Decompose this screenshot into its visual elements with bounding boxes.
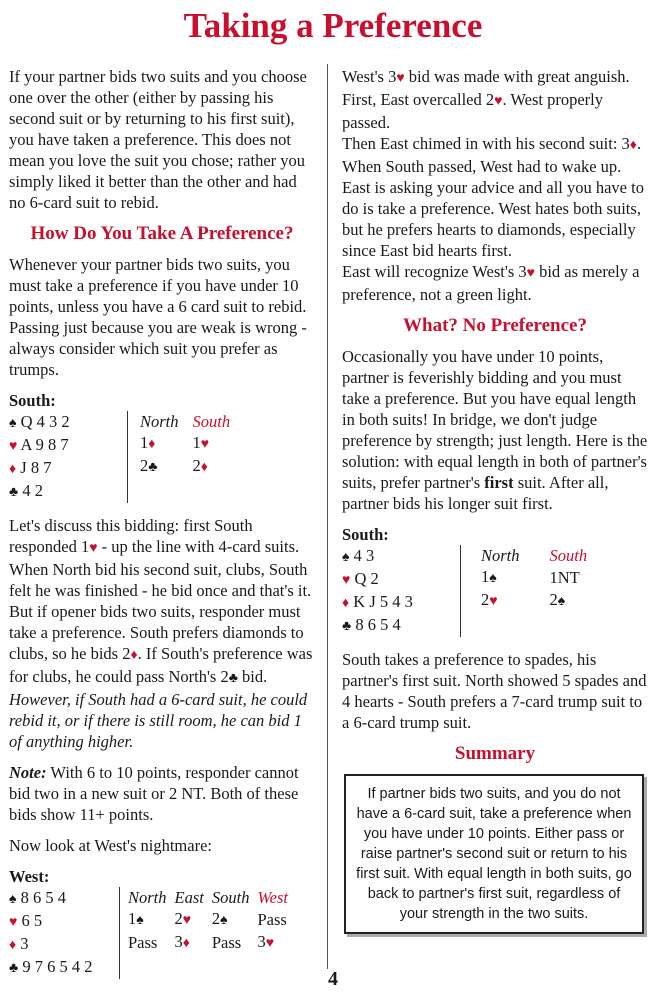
heart-icon: ♥ [342,573,351,588]
page-title: Taking a Preference [183,6,483,45]
hand-cards: ♠ 4 3 ♥ Q 2 ♦ K J 5 4 3 ♣ 8 6 5 4 [342,546,413,634]
clubs-holding: 4 2 [22,481,43,500]
club-icon: ♣ [9,961,19,976]
example-2 [9,887,315,979]
equal-length-paragraph: Occasionally you have under 10 points, partner is feverishly bidding and you must take a preference. But you have equal length in both suits! In bridge, we don't judge preference by strength; just length. Here is the solution: with equal length in both of partner's suits, prefer partner's first suit. After all, partner bids his longer suit first. [342,347,648,513]
bid-cell: 2♦ [192,456,208,475]
spades-preference-paragraph: South takes a preference to spades, his partner's first suit. North showed 5 spades and 4 hearts - South prefers a 7-card trump suit to a 6-card trump suit. [342,650,647,732]
bid-cell: 1♦ [140,433,156,452]
summary-box: If partner bids two suits, and you do not have a 6-card suit, take a preference when you have under 10 points. Either pass or raise partner's second suit or return to his first suit. With equal length in both suits, go back to partner's first suit, regardless of your strength in the two suits. [344,774,644,934]
east-second-suit-paragraph: Then East chimed in with his second suit: 3♦. When South passed, West had to wake up. East is asking your advice and all you have to do is take a preference. West hates both suits, but he prefers hearts to diamonds, especially since East bid hearts first. [342,134,644,260]
bid-header: North [140,412,179,431]
spade-icon: ♠ [9,416,17,431]
note-paragraph: Note: With 6 to 10 points, responder cannot bid two in a new suit or 2 NT. Both of these bids show 11+ points. [9,763,299,824]
bid-cell: 2♣ [140,456,158,475]
east-recognize-paragraph: East will recognize West's 3♥ bid as merely a preference, not a green light. [342,262,640,304]
column-divider [327,64,328,969]
west-anguish-paragraph: West's 3♥ bid was made with great anguish. First, East overcalled 2♥. West properly passed. [342,67,630,132]
club-icon: ♣ [9,485,19,500]
left-column [9,66,315,991]
nightmare-intro: Now look at West's nightmare: [9,836,212,855]
bidding-table [127,411,244,503]
heading-summary: Summary [454,743,536,764]
hand-label: West: [9,867,50,886]
heart-icon: ♥ [9,439,18,454]
spade-icon: ♠ [9,892,17,907]
bid-cell: 1♥ [192,433,210,452]
bidding-table: North South 1♠ 1NT 2♥ 2♠ [460,545,601,637]
hand-label: South: [9,391,56,410]
intro-paragraph: If your partner bids two suits and you choose one over the other (either by passing his second suit or by returning to his first suit), you have taken a preference. This does not mean you love the suit you chose; rather you simply liked it better than the other and had no 6-card suit to rebid. [9,67,307,212]
heart-icon: ♥ [9,915,18,930]
hand-cards [9,411,127,503]
spade-icon: ♠ [342,550,350,565]
hand-cards: ♠ 8 6 5 4 ♥ 6 5 ♦ 3 ♣ 9 7 6 5 4 2 [9,888,93,976]
bidding-table: North East South West 1♠ 2♥ 2♠ Pass Pass 3♦ Pass 3♥ [119,887,288,979]
discussion-paragraph: Let's discuss this bidding: first South responded 1♥ - up the line with 4-card suits. When North bid his second suit, clubs, South felt he was finished - he bid once and that's it. But if opener bids two suits, responder must take a preference. South prefers diamonds to clubs, so he bids 2♦. If South's preference was for clubs, he could pass North's 2♣ bid. However, if South had a 6-card suit, he could rebid it, or if there is still room, he can bid 1 of anything higher. [9,516,313,751]
rule-paragraph: Whenever your partner bids two suits, you must take a preference if you have under 10 points, unless you have a 6 card suit to rebid. Passing just because you are weak is wrong - always consider which suit you prefer as trumps. [9,255,307,379]
diamond-icon: ♦ [9,462,17,477]
diamond-icon: ♦ [9,938,17,953]
bid-header: South [192,412,231,431]
heading-how-to-take-preference: How Do You Take A Preference? [30,223,294,244]
right-column [342,66,648,934]
example-1 [9,411,315,503]
spades-holding: Q 4 3 2 [20,412,70,431]
heading-no-preference: What? No Preference? [403,315,587,336]
club-icon: ♣ [342,619,352,634]
diamond-icon: ♦ [342,596,350,611]
hearts-holding: A 9 8 7 [20,435,69,454]
hand-label: South: [342,525,389,544]
page-number: 4 [328,968,338,990]
diamonds-holding: J 8 7 [20,458,52,477]
example-3 [342,545,648,637]
